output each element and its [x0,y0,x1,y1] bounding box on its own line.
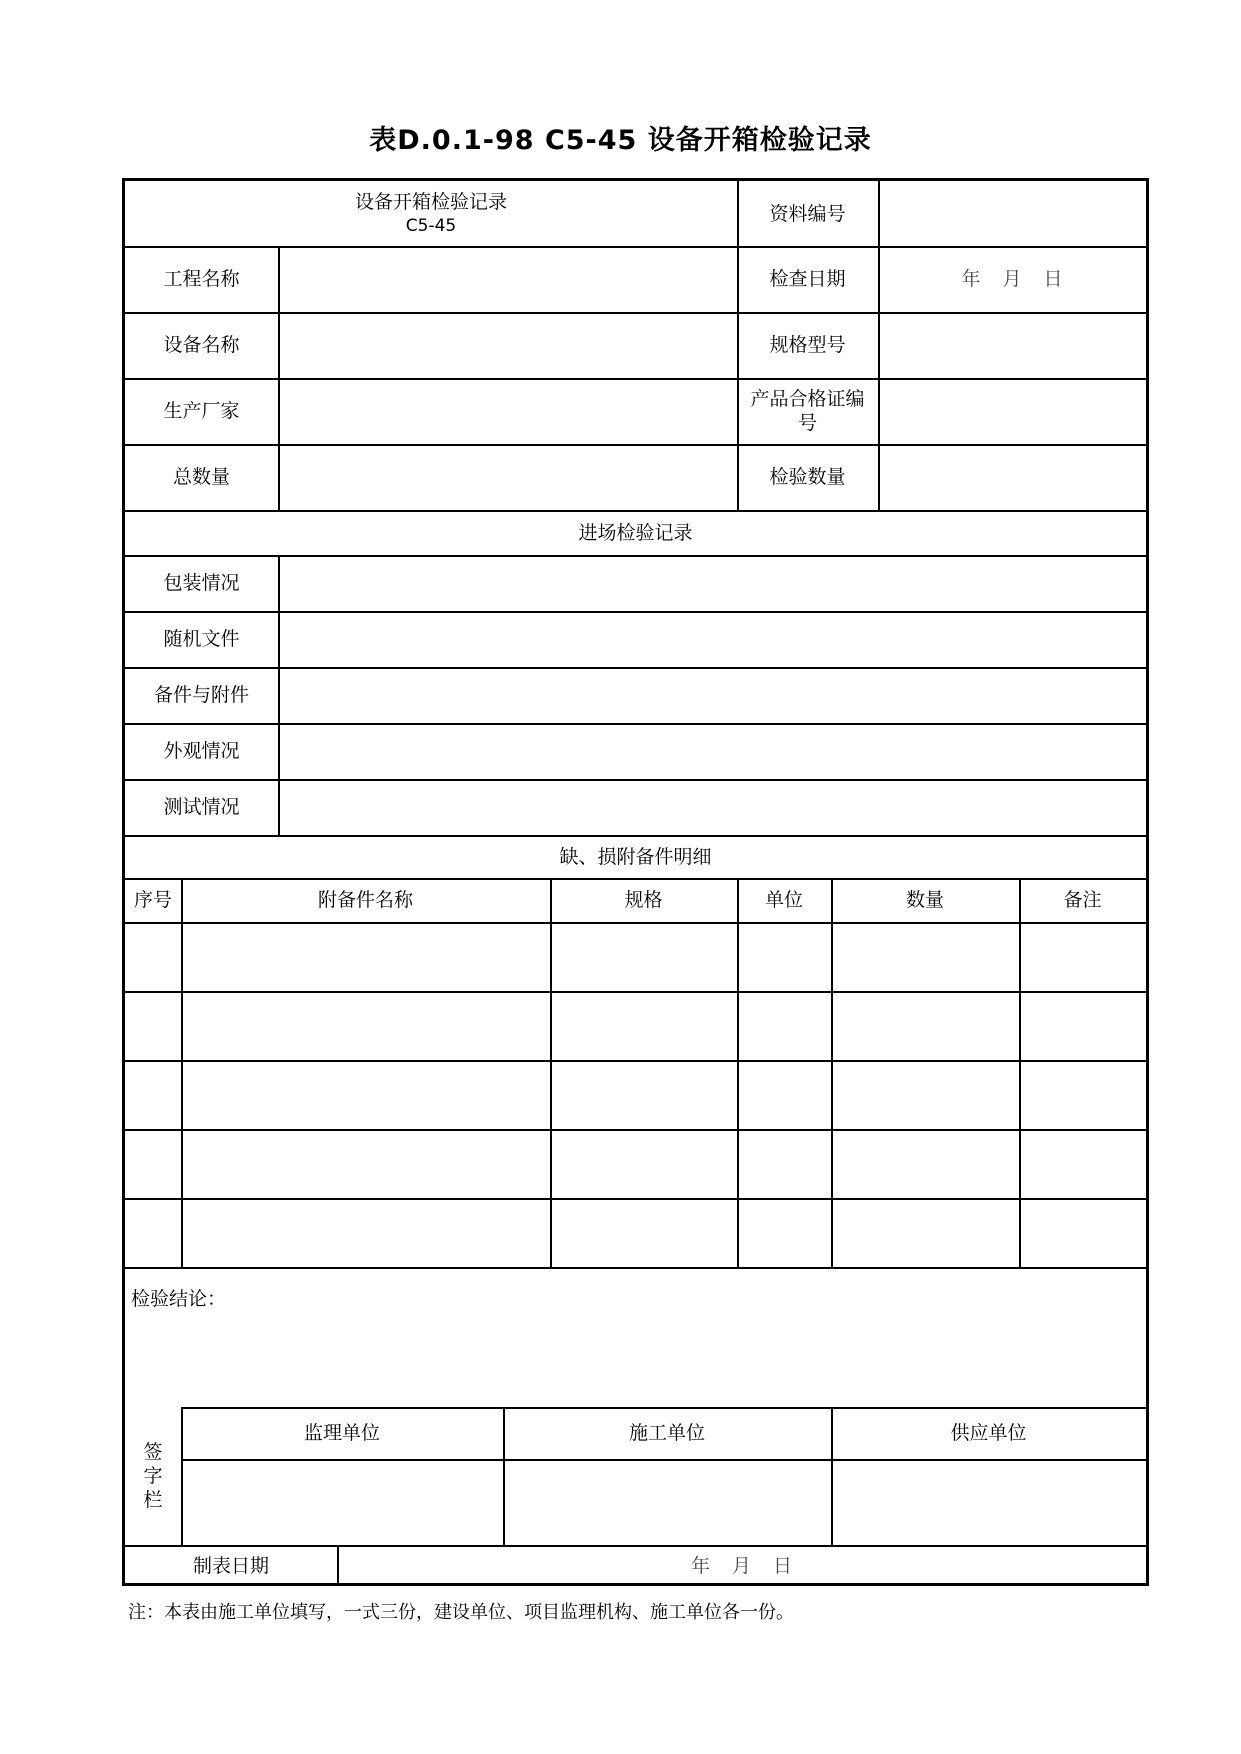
entry-section-title: 进场检验记录 [578,521,693,544]
inspected-quantity-field[interactable] [878,444,1146,510]
col-header-part-name: 附备件名称 [317,889,413,911]
construction-signature-field[interactable] [503,1459,831,1545]
inspected-quantity-label: 检验数量 [769,466,846,488]
signature-side-label: 签 字 栏 [143,1441,163,1511]
col-header-spec: 规格 [624,889,663,911]
construction-unit-label: 施工单位 [628,1422,705,1444]
model-spec-field[interactable] [878,312,1146,378]
test-label: 测试情况 [163,796,240,818]
supervision-signature-field[interactable] [181,1459,503,1545]
footnote: 注：本表由施工单位填写，一式三份，建设单位、项目监理机构、施工单位各一份。 [128,1602,794,1623]
form-name: 设备开箱检验记录 [354,190,507,213]
check-date-label: 检查日期 [769,268,846,290]
model-spec-label: 规格型号 [769,334,846,356]
col-header-remarks: 备注 [1063,889,1102,911]
equipment-name-field[interactable] [278,312,737,378]
documents-field[interactable] [278,611,1146,667]
packaging-field[interactable] [278,555,1146,611]
form-code: C5-45 [405,215,457,236]
appearance-label: 外观情况 [163,740,240,762]
supplier-unit-label: 供应单位 [950,1422,1027,1444]
table-row[interactable] [125,922,1146,991]
table-date-label: 制表日期 [192,1554,269,1577]
spare-parts-field[interactable] [278,667,1146,723]
table-row[interactable] [125,1060,1146,1129]
page-title: 表D.0.1-98 C5-45 设备开箱检验记录 [369,125,872,156]
certificate-number-field[interactable] [878,378,1146,444]
check-date-field[interactable]: 年 月 日 [961,268,1063,290]
manufacturer-field[interactable] [278,378,737,444]
test-field[interactable] [278,779,1146,835]
inspection-form [122,178,1149,1586]
documents-label: 随机文件 [163,628,240,650]
certificate-number-label: 产品合格证编 号 [750,388,865,434]
conclusion-area[interactable] [125,1267,1146,1407]
col-header-unit: 单位 [764,889,803,911]
total-quantity-label: 总数量 [172,466,230,488]
appearance-field[interactable] [278,723,1146,779]
supplier-signature-field[interactable] [831,1459,1146,1545]
spare-parts-label: 备件与附件 [153,684,249,706]
table-row[interactable] [125,991,1146,1060]
project-name-label: 工程名称 [163,268,240,290]
packaging-label: 包装情况 [163,572,240,594]
table-row[interactable] [125,1198,1146,1267]
equipment-name-label: 设备名称 [163,334,240,356]
form-header [125,181,737,246]
defect-section-title: 缺、损附备件明细 [559,845,712,868]
doc-number-field[interactable] [878,181,1146,246]
total-quantity-field[interactable] [278,444,737,510]
manufacturer-label: 生产厂家 [163,400,240,422]
conclusion-label: 检验结论： [131,1288,227,1310]
doc-number-label: 资料编号 [769,202,846,225]
supervision-unit-label: 监理单位 [303,1422,380,1444]
col-header-index: 序号 [133,889,172,911]
project-name-field[interactable] [278,246,737,312]
table-date-field[interactable]: 年 月 日 [690,1554,793,1577]
col-header-quantity: 数量 [905,889,944,911]
table-row[interactable] [125,1129,1146,1198]
